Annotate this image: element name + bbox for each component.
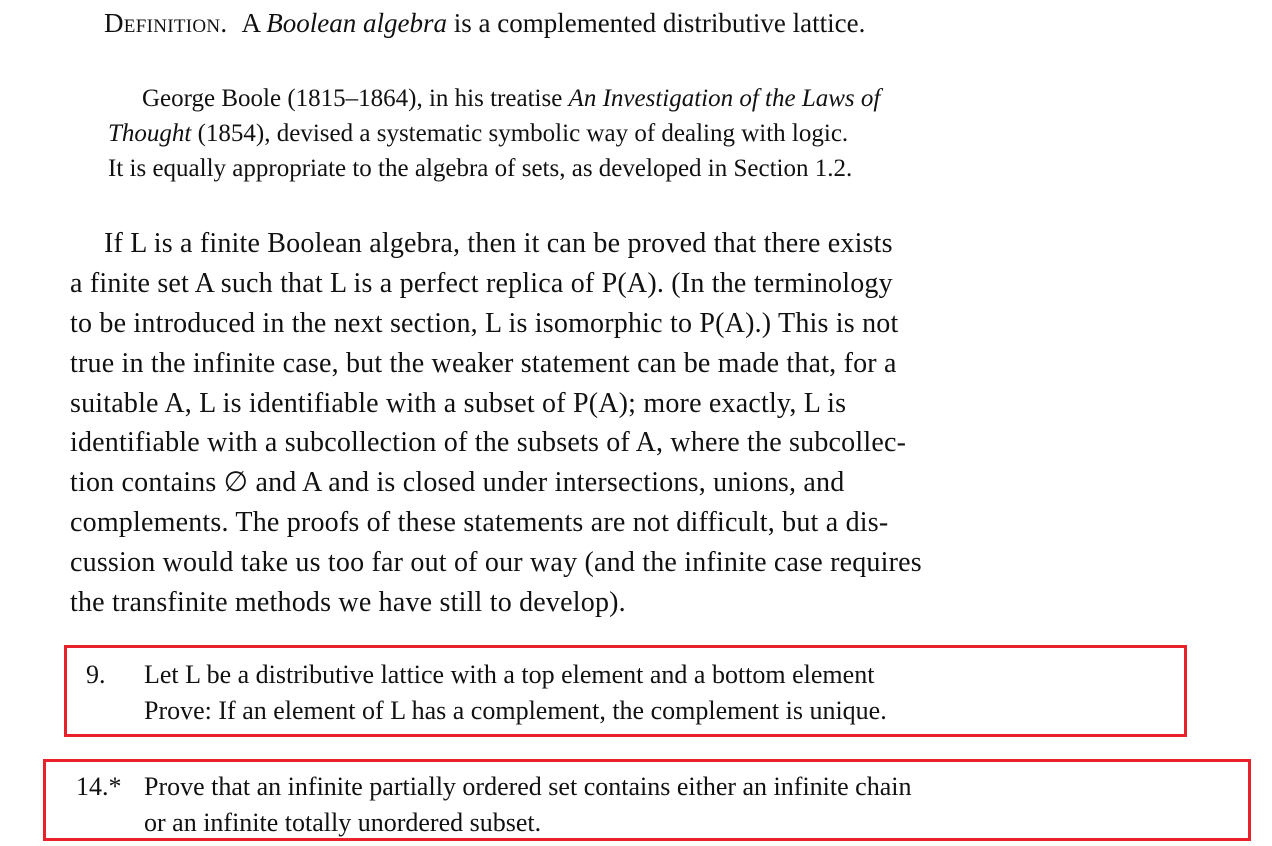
paragraph-line: If L is a finite Boolean algebra, then it can be proved that there exists: [104, 228, 893, 259]
paragraph-line: a finite set A such that L is a perfect replica of P(A). (In the terminology: [70, 268, 893, 299]
paragraph-line: the transfinite methods we have still to develop).: [70, 587, 626, 618]
exercise-line: Prove: If an element of L has a complement, the complement is unique.: [144, 696, 887, 725]
paragraph-line: tion contains ∅ and A and is closed under intersections, unions, and: [70, 467, 845, 498]
history-line-3: It is equally appropriate to the algebra of sets, as developed in Section 1.2.: [108, 155, 853, 182]
paragraph-line: to be introduced in the next section, L is isomorphic to P(A).) This is not: [70, 308, 899, 339]
definition-pre: A: [241, 8, 267, 38]
treatise-title-end: Thought: [108, 120, 192, 147]
history-line-1: George Boole (1815–1864), in his treatise An Investigation of the Laws of: [142, 85, 881, 112]
treatise-title: An Investigation of the Laws of: [568, 85, 881, 112]
definition-term: Boolean algebra: [266, 8, 447, 38]
exercise-number: 14.*: [76, 772, 122, 801]
definition-rest: is a complemented distributive lattice.: [446, 8, 866, 38]
paragraph-line: cussion would take us too far out of our way (and the infinite case requires: [70, 547, 922, 578]
paragraph-line: suitable A, L is identifiable with a subset of P(A); more exactly, L is: [70, 388, 847, 419]
paragraph-line: identifiable with a subcollection of the subsets of A, where the subcollec-: [70, 427, 907, 458]
definition-label: Definition.: [104, 8, 228, 38]
history-line-2: Thought (1854), devised a systematic symbolic way of dealing with logic.: [108, 120, 849, 147]
exercise-line: or an infinite totally unordered subset.: [144, 808, 542, 837]
exercise-line: 14.* Prove that an infinite partially ordered set contains either an infinite chain: [76, 772, 912, 801]
paragraph-line: complements. The proofs of these statements are not difficult, but a dis-: [70, 507, 889, 538]
definition-line: [104, 10, 865, 37]
exercise-number: 9.: [86, 660, 106, 689]
exercise-line: 9. Let L be a distributive lattice with a top element and a bottom element: [86, 660, 875, 689]
paragraph-line: true in the infinite case, but the weaker statement can be made that, for a: [70, 348, 897, 379]
